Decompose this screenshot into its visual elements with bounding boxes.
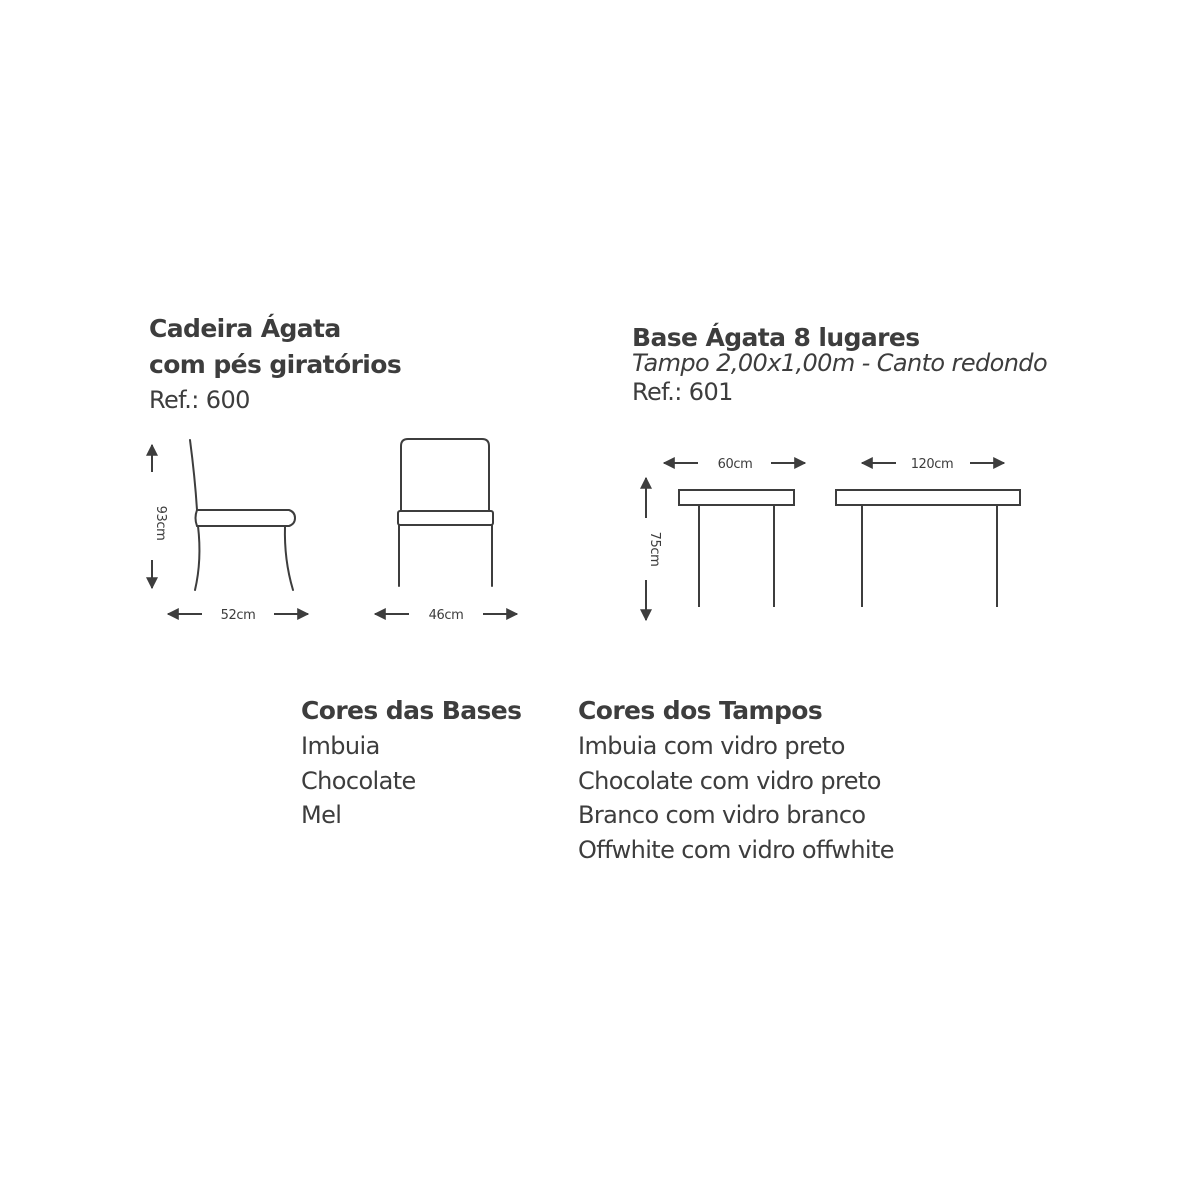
table-side-top xyxy=(679,490,794,505)
chair-title-line1: Cadeira Ágata xyxy=(149,314,341,343)
top-color-item: Chocolate com vidro preto xyxy=(578,766,881,795)
table-side-view xyxy=(679,490,794,606)
top-colors-section xyxy=(578,693,894,867)
table-depth-label: 60cm xyxy=(717,457,753,472)
chair-height-label: 93cm xyxy=(153,505,168,541)
chair-side-front-leg xyxy=(285,526,293,590)
table-front-view xyxy=(836,490,1020,606)
table-front-top xyxy=(836,490,1020,505)
chair-front-view xyxy=(398,439,493,586)
base-color-item: Imbuia xyxy=(301,732,380,760)
top-color-item: Branco com vidro branco xyxy=(578,801,866,829)
table-title: Base Ágata 8 lugares xyxy=(632,323,920,352)
top-color-item: Imbuia com vidro preto xyxy=(578,732,845,760)
base-colors-heading: Cores das Bases xyxy=(301,696,522,725)
chair-depth-label: 52cm xyxy=(220,608,256,623)
chair-front-seat xyxy=(398,511,493,525)
chair-side-view xyxy=(190,440,295,590)
chair-side-backrest xyxy=(190,440,197,510)
top-color-item: Offwhite com vidro offwhite xyxy=(578,835,894,864)
table-width-label: 120cm xyxy=(910,457,954,472)
chair-front-backrest xyxy=(401,439,489,511)
base-color-item: Mel xyxy=(301,801,342,829)
top-colors-heading: Cores dos Tampos xyxy=(578,696,823,725)
chair-width-label: 46cm xyxy=(428,608,464,623)
chair-side-seat xyxy=(196,510,296,526)
chair-dimensions xyxy=(152,445,517,614)
base-color-item: Chocolate xyxy=(301,766,416,795)
table-subtitle: Tampo 2,00x1,00m - Canto redondo xyxy=(632,349,1048,377)
base-colors-section xyxy=(301,693,521,833)
table-height-label: 75cm xyxy=(647,531,662,567)
chair-title-line2: com pés giratórios xyxy=(149,350,402,379)
chair-side-back-leg xyxy=(195,526,199,590)
chair-ref: Ref.: 600 xyxy=(149,386,250,414)
table-ref: Ref.: 601 xyxy=(632,378,733,406)
